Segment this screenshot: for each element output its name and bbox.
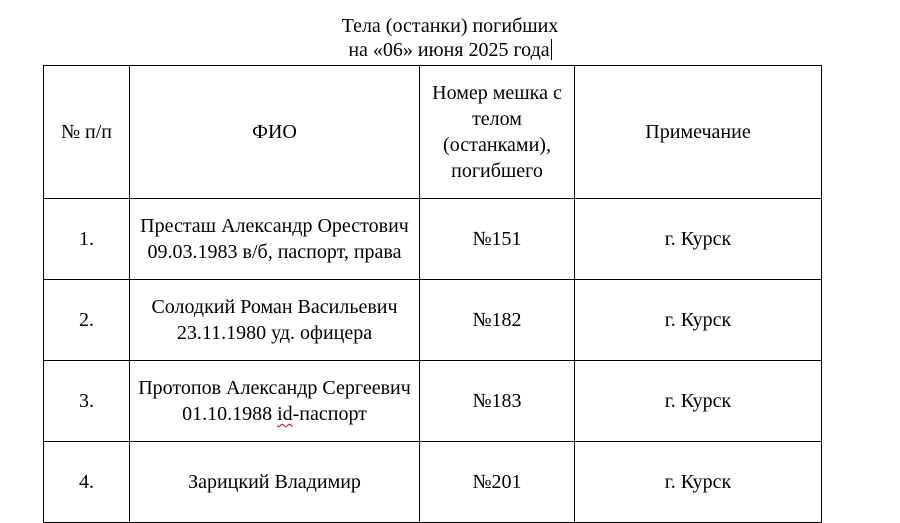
cell-bag-number: №151 — [420, 199, 575, 280]
cell-num: 4. — [44, 442, 130, 523]
cell-num: 3. — [44, 361, 130, 442]
header-row — [44, 66, 822, 199]
table-row — [44, 361, 822, 442]
header-note: Примечание — [575, 66, 822, 199]
header-bag-number: Номер мешка с телом (останками), погибшего — [420, 66, 575, 199]
cell-bag-number: №183 — [420, 361, 575, 442]
fio-text-tail: -паспорт — [292, 403, 367, 425]
cell-fio: Солодкий Роман Васильевич 23.11.1980 уд. офицера — [130, 280, 420, 361]
text-cursor — [551, 39, 552, 60]
cell-num: 2. — [44, 280, 130, 361]
cell-fio — [130, 361, 420, 442]
casualty-table — [43, 65, 822, 523]
table-row — [44, 280, 822, 361]
cell-note: г. Курск — [575, 280, 822, 361]
table-row — [44, 199, 822, 280]
cell-note: г. Курск — [575, 361, 822, 442]
cell-num: 1. — [44, 199, 130, 280]
cell-bag-number: №182 — [420, 280, 575, 361]
cell-fio: Престаш Александр Орестович 09.03.1983 в/б, паспорт, права — [130, 199, 420, 280]
header-fio: ФИО — [130, 66, 420, 199]
title-line-2-text: на «06» июня 2025 года — [348, 39, 550, 61]
cell-note: г. Курск — [575, 199, 822, 280]
header-num: № п/п — [44, 66, 130, 199]
title-line-1: Тела (останки) погибших — [341, 15, 559, 37]
spellcheck-flagged-word[interactable]: id — [277, 403, 293, 425]
document-title — [0, 14, 900, 62]
title-line-2[interactable] — [0, 38, 900, 62]
cell-note: г. Курск — [575, 442, 822, 523]
cell-bag-number: №201 — [420, 442, 575, 523]
table-row — [44, 442, 822, 523]
cell-fio: Зарицкий Владимир — [130, 442, 420, 523]
fio-text: Протопов Александр Сергеевич 01.10.1988 — [138, 377, 411, 425]
